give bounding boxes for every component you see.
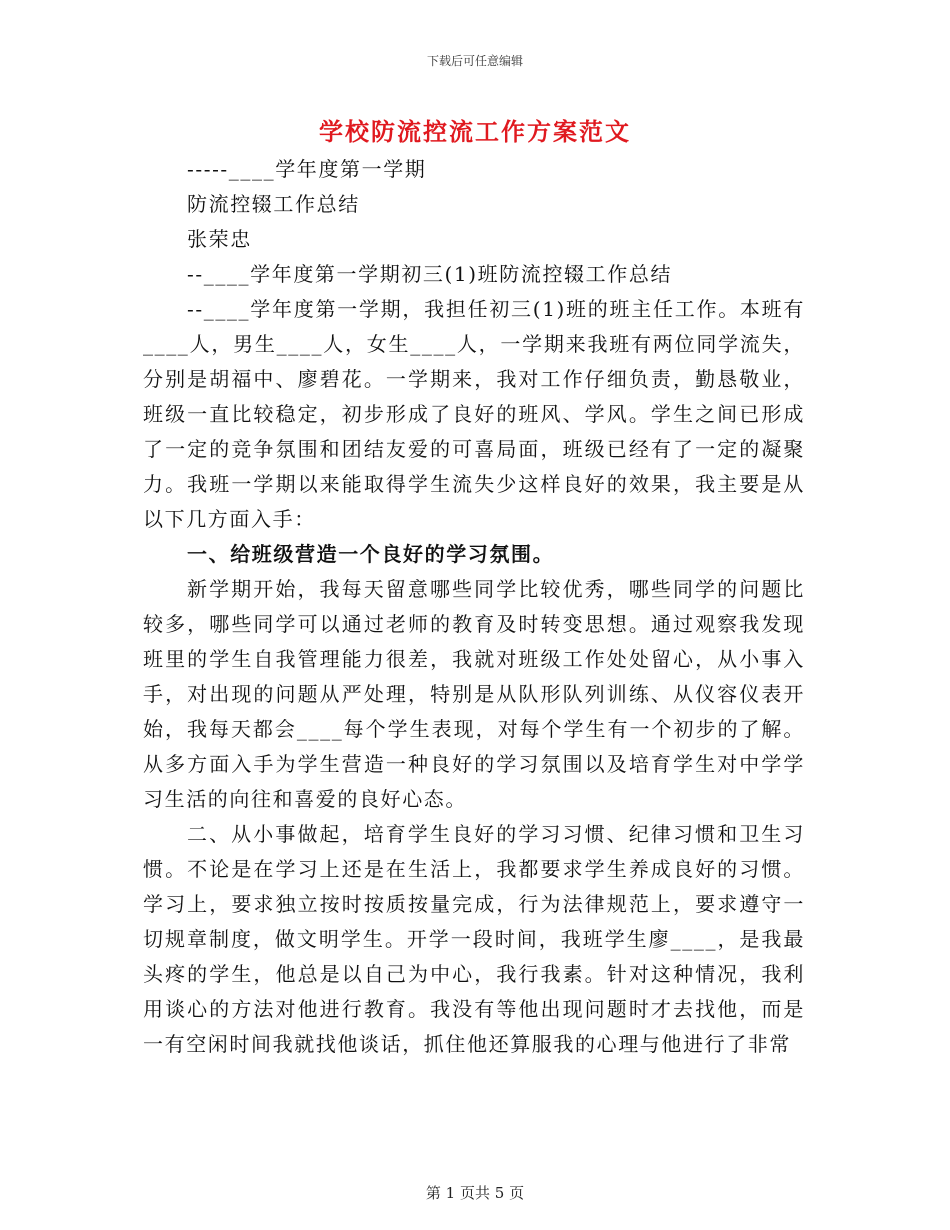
paragraph-section-1: 新学期开始，我每天留意哪些同学比较优秀，哪些同学的问题比较多，哪些同学可以通过老师的教育及时转变思想。通过观察我发现班里的学生自我管理能力很差，我就对班级工作处处留心，从小事入手，对出现的问题从严处理，特别是从队形队列训练、从仪容仪表开始，我每天都会____每个学生表现，对每个学生有一个初步的了解。从多方面入手为学生营造一种良好的学习氛围以及培育学生对中学学习生活的向往和喜爱的良好心态。 bbox=[143, 577, 805, 811]
paragraph-class-summary-title: --____学年度第一学期初三(1)班防流控辍工作总结 bbox=[187, 262, 673, 286]
document-title: 学校防流控流工作方案范文 bbox=[319, 117, 631, 146]
paragraph-introduction: --____学年度第一学期，我担任初三(1)班的班主任工作。本班有____人，男生____人，女生____人，一学期来我班有两位同学流失，分别是胡福中、廖碧花。一学期来，我对工作仔细负责，勤恳敬业，班级一直比较稳定，初步形成了良好的班风、学风。学生之间已形成了一定的竞争氛围和团结友爱的可喜局面，班级已经有了一定的凝聚力。我班一学期以来能取得学生流失少这样良好的效果，我主要是从以下几方面入手： bbox=[143, 297, 805, 531]
section-heading-1: 一、给班级营造一个良好的学习氛围。 bbox=[187, 542, 555, 566]
paragraph-author: 张荣忠 bbox=[187, 227, 252, 251]
page-header-note: 下载后可任意编辑 bbox=[426, 54, 523, 68]
paragraph-school-year: -----____学年度第一学期 bbox=[187, 157, 427, 181]
page-footer-indicator: 第 1 页共 5 页 bbox=[425, 1184, 525, 1202]
document-body bbox=[143, 152, 805, 1062]
paragraph-summary-title: 防流控辍工作总结 bbox=[187, 192, 360, 216]
paragraph-section-2: 二、从小事做起，培育学生良好的学习习惯、纪律习惯和卫生习惯。不论是在学习上还是在生活上，我都要求学生养成良好的习惯。学习上，要求独立按时按质按量完成，行为法律规范上，要求遵守一切规章制度，做文明学生。开学一段时间，我班学生廖____，是我最头疼的学生，他总是以自己为中心，我行我素。针对这种情况，我利用谈心的方法对他进行教育。我没有等他出现问题时才去找他，而是一有空闲时间我就找他谈话，抓住他还算服我的心理与他进行了非常 bbox=[143, 822, 805, 1056]
